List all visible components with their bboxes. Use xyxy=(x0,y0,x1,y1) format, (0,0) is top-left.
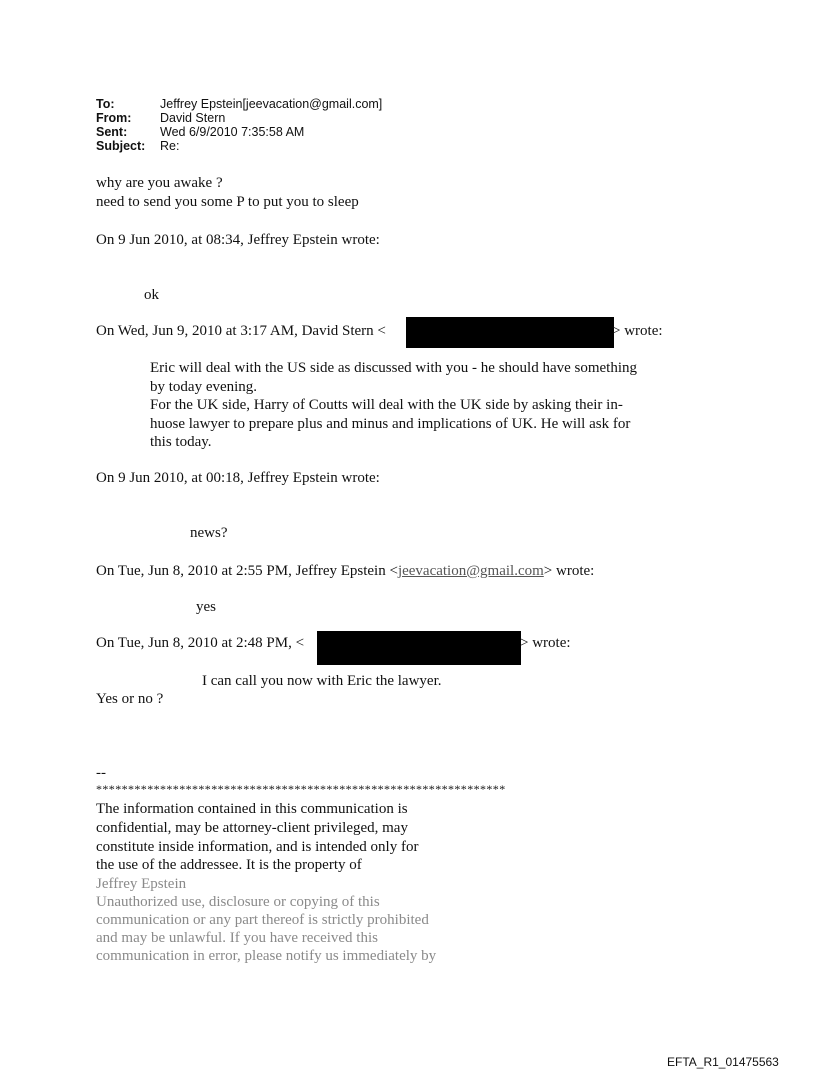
signature-dashes: -- xyxy=(96,765,106,781)
sent-value: Wed 6/9/2010 7:35:58 AM xyxy=(160,125,305,139)
body-line-1: why are you awake ? xyxy=(96,175,223,191)
disclaimer-line-3: constitute inside information, and is intended only for xyxy=(96,839,419,855)
quote-header-1: On 9 Jun 2010, at 08:34, Jeffrey Epstein wrote: xyxy=(96,232,380,248)
disclaimer-gray-line-3: communication or any part thereof is strictly prohibited xyxy=(96,912,429,928)
reply-news: news? xyxy=(190,525,228,541)
subject-label: Subject: xyxy=(96,139,146,153)
subject-value: Re: xyxy=(160,139,180,153)
quote-header-3: On 9 Jun 2010, at 00:18, Jeffrey Epstein wrote: xyxy=(96,470,380,486)
disclaimer-gray-line-5: communication in error, please notify us immediately by xyxy=(96,948,437,964)
from-value: David Stern xyxy=(160,111,226,125)
sent-row xyxy=(0,126,816,140)
para1-line1: Eric will deal with the US side as discussed with you - he should have something xyxy=(150,360,638,376)
to-label: To: xyxy=(96,97,115,111)
email-link[interactable]: jeevacation@gmail.com xyxy=(397,563,544,579)
body-line-2: need to send you some P to put you to sleep xyxy=(96,194,359,210)
para1-line2: by today evening. xyxy=(150,379,258,395)
redaction-box-2 xyxy=(317,631,521,665)
quote-header-4-suffix: > wrote: xyxy=(543,563,595,579)
disclaimer-line-4: the use of the addressee. It is the property of xyxy=(96,857,362,873)
quote-header-4 xyxy=(96,562,594,581)
quote-header-5-suffix: > wrote: xyxy=(520,635,571,651)
para2-line1: For the UK side, Harry of Coutts will deal with the UK side by asking their in- xyxy=(150,397,623,413)
disclaimer-line-2: confidential, may be attorney-client privileged, may xyxy=(96,820,408,836)
disclaimer-gray-line-2: Unauthorized use, disclosure or copying of this xyxy=(96,894,380,910)
subject-row xyxy=(0,140,816,154)
para2-line2: huose lawyer to prepare plus and minus and implications of UK. He will ask for xyxy=(150,416,631,432)
disclaimer-gray-line-1: Jeffrey Epstein xyxy=(96,876,187,892)
quote-header-2-suffix: > wrote: xyxy=(612,323,663,339)
reply-call: I can call you now with Eric the lawyer. xyxy=(202,673,442,689)
reply-ok: ok xyxy=(144,287,159,303)
disclaimer-gray-line-4: and may be unlawful. If you have received this xyxy=(96,930,378,946)
redaction-box-1 xyxy=(406,317,614,348)
quote-header-4-prefix: On Tue, Jun 8, 2010 at 2:55 PM, Jeffrey Epstein < xyxy=(96,563,398,579)
signature-stars: **************************************************************** xyxy=(96,782,506,796)
quote-header-2 xyxy=(96,322,386,341)
quote-header-5-prefix: On Tue, Jun 8, 2010 at 2:48 PM, < xyxy=(96,635,305,651)
reply-yes-or-no: Yes or no ? xyxy=(96,691,164,707)
disclaimer-line-1: The information contained in this communication is xyxy=(96,801,408,817)
to-value: Jeffrey Epstein[jeevacation@gmail.com] xyxy=(160,97,383,111)
to-row xyxy=(0,98,816,112)
quote-header-2-prefix: On Wed, Jun 9, 2010 at 3:17 AM, David Stern < xyxy=(96,323,386,339)
from-label: From: xyxy=(96,111,132,125)
from-row xyxy=(0,112,816,126)
document-id: EFTA_R1_01475563 xyxy=(667,1055,779,1069)
reply-yes: yes xyxy=(196,599,216,615)
para2-line3: this today. xyxy=(150,434,212,450)
sent-label: Sent: xyxy=(96,125,128,139)
